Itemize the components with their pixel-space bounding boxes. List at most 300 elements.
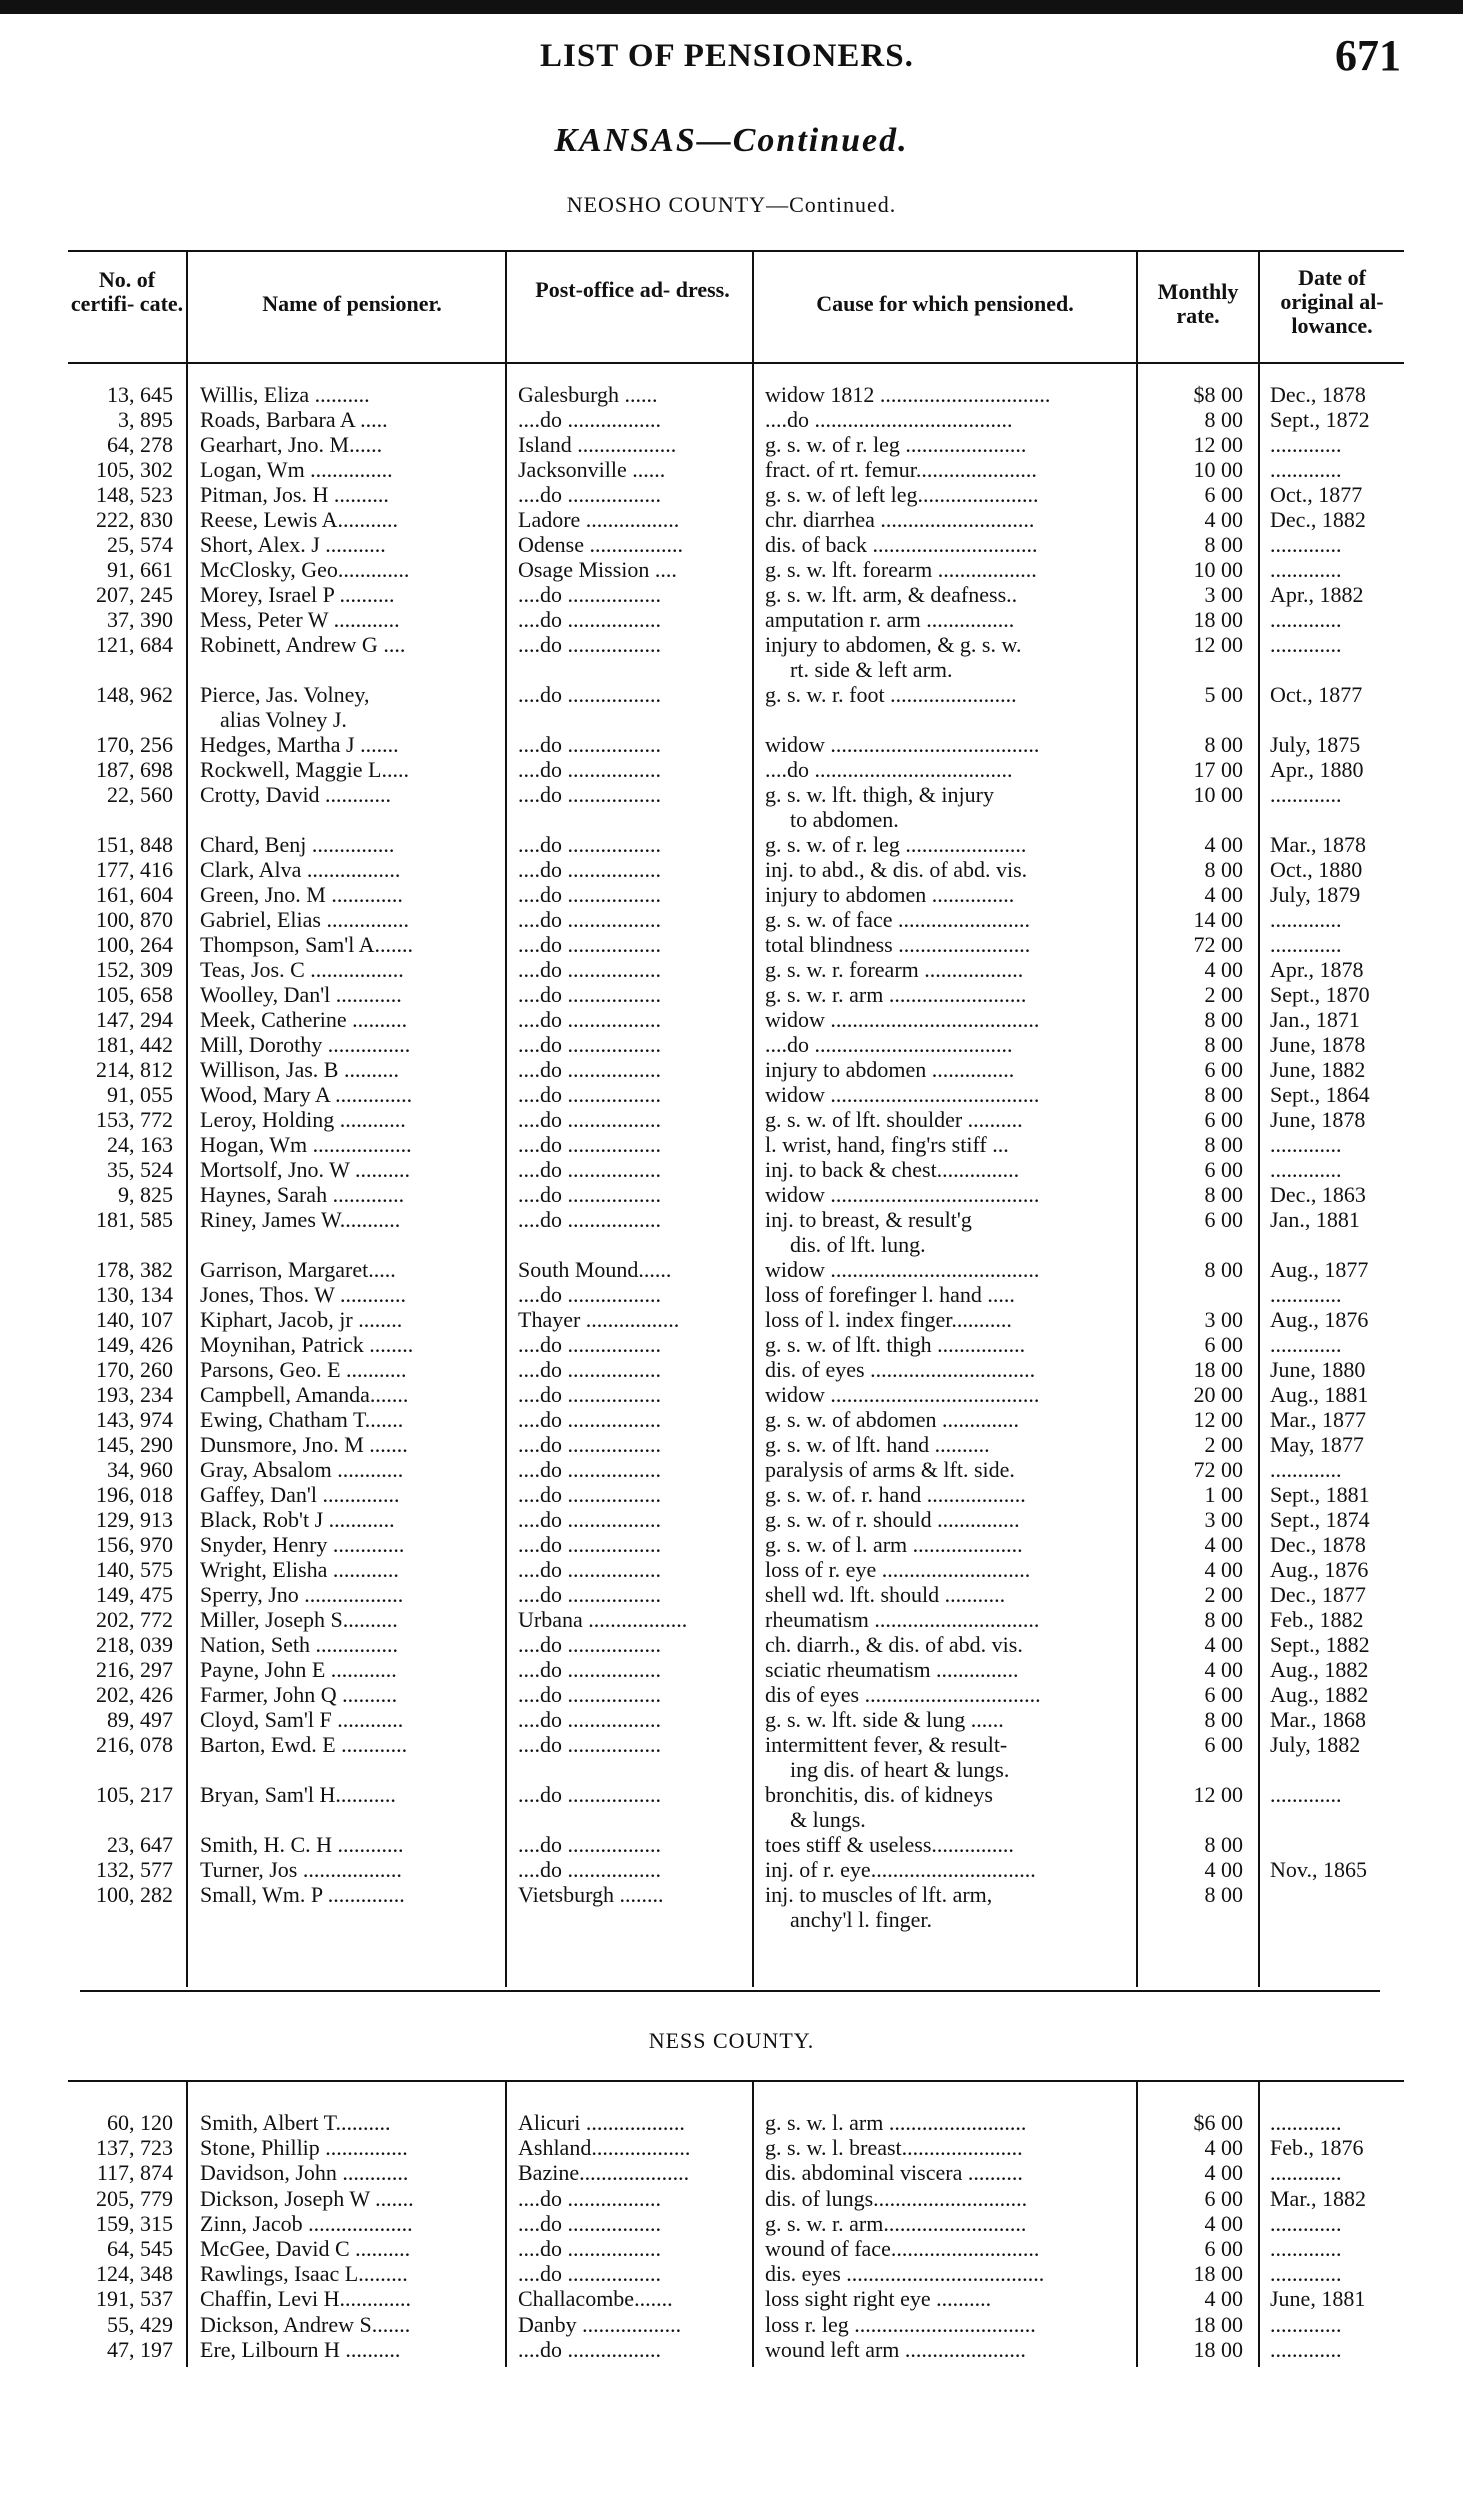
cert-cell: 222, 830 xyxy=(96,507,173,532)
address-cell: ....do ................. xyxy=(518,2236,661,2261)
name-cell: Gray, Absalom ............ xyxy=(200,1457,404,1482)
cause-cell: g. s. w. r. foot ....................... xyxy=(765,682,1017,707)
date-cell: ............. xyxy=(1270,2311,1342,2337)
cert-cell: 143, 974 xyxy=(96,1407,173,1432)
rate-cell: 18 00 xyxy=(1193,2261,1243,2287)
cause-cell: bronchitis, dis. of kidneys xyxy=(765,1782,993,1807)
rate-cell: 4 00 xyxy=(1204,1657,1243,1682)
address-cell: Challacombe....... xyxy=(518,2286,673,2312)
rate-cell: 8 00 xyxy=(1204,1182,1243,1207)
cert-cell: 24, 163 xyxy=(107,1132,173,1157)
cert-cell: 37, 390 xyxy=(107,607,173,632)
cert-cell: 3, 895 xyxy=(118,407,173,432)
cert-cell: 170, 256 xyxy=(96,732,173,757)
date-cell: ............. xyxy=(1270,1782,1342,1807)
date-cell: Dec., 1878 xyxy=(1270,382,1366,407)
address-cell: ....do ................. xyxy=(518,1457,661,1482)
cert-cell: 100, 282 xyxy=(96,1882,173,1907)
cause-cell: loss of forefinger l. hand ..... xyxy=(765,1282,1015,1307)
address-cell: ....do ................. xyxy=(518,2210,661,2236)
cause-cell: g. s. w. lft. side & lung ...... xyxy=(765,1707,1004,1732)
rate-cell: 6 00 xyxy=(1204,482,1243,507)
col-header-date: Date of original al- lowance. xyxy=(1280,265,1384,338)
cause-cell-continued: anchy'l l. finger. xyxy=(790,1907,933,1932)
date-cell: Oct., 1877 xyxy=(1270,482,1363,507)
cert-cell: 100, 870 xyxy=(96,907,173,932)
cert-cell: 161, 604 xyxy=(96,882,173,907)
address-cell: Alicuri .................. xyxy=(518,2110,685,2135)
col-divider xyxy=(186,252,188,1987)
address-cell: ....do ................. xyxy=(518,782,661,807)
rate-cell: 4 00 xyxy=(1204,1557,1243,1582)
section1-title: NEOSHO COUNTY—Continued. xyxy=(566,192,897,217)
rate-cell: 4 00 xyxy=(1204,2160,1243,2186)
address-cell: Thayer ................. xyxy=(518,1307,680,1332)
section-divider xyxy=(80,1990,1380,1992)
cert-cell: 178, 382 xyxy=(96,1257,173,1282)
date-cell: Aug., 1881 xyxy=(1270,1382,1369,1407)
cause-cell: inj. to breast, & result'g xyxy=(765,1207,972,1232)
cause-cell: inj. to back & chest............... xyxy=(765,1157,1020,1182)
cause-cell: chr. diarrhea ............................ xyxy=(765,507,1035,532)
cause-cell: l. wrist, hand, fing'rs stiff ... xyxy=(765,1132,1009,1157)
rate-cell: 8 00 xyxy=(1204,1032,1243,1057)
date-cell: Sept., 1881 xyxy=(1270,1482,1370,1507)
address-cell: ....do ................. xyxy=(518,1432,661,1457)
rate-cell: 18 00 xyxy=(1193,2311,1243,2337)
address-cell: Island .................. xyxy=(518,432,677,457)
address-cell: ....do ................. xyxy=(518,732,661,757)
cause-cell: g. s. w. of r. should ............... xyxy=(765,1507,1020,1532)
address-cell: Urbana .................. xyxy=(518,1607,688,1632)
name-cell: Logan, Wm ............... xyxy=(200,457,393,482)
rate-cell: 8 00 xyxy=(1204,1132,1243,1157)
cert-cell: 23, 647 xyxy=(107,1832,173,1857)
cert-cell: 202, 772 xyxy=(96,1607,173,1632)
date-cell: Apr., 1878 xyxy=(1270,957,1364,982)
name-cell: Turner, Jos .................. xyxy=(200,1857,402,1882)
date-cell: ............. xyxy=(1270,1332,1342,1357)
date-cell: Dec., 1877 xyxy=(1270,1582,1366,1607)
cause-cell: paralysis of arms & lft. side. xyxy=(765,1457,1015,1482)
cert-cell: 105, 217 xyxy=(96,1782,173,1807)
date-cell: June, 1880 xyxy=(1270,1357,1366,1382)
state-title: KANSAS—Continued. xyxy=(554,122,909,159)
rate-cell: 4 00 xyxy=(1204,2286,1243,2312)
name-cell: Morey, Israel P .......... xyxy=(200,582,395,607)
cause-cell: g. s. w. of face ........................ xyxy=(765,907,1030,932)
cert-cell: 152, 309 xyxy=(96,957,173,982)
cause-cell: injury to abdomen, & g. s. w. xyxy=(765,632,1022,657)
address-cell: ....do ................. xyxy=(518,832,661,857)
cause-cell: dis. abdominal viscera .......... xyxy=(765,2160,1023,2186)
address-cell: ....do ................. xyxy=(518,1482,661,1507)
name-cell: Small, Wm. P .............. xyxy=(200,1882,405,1907)
address-cell: ....do ................. xyxy=(518,407,661,432)
top-rule xyxy=(0,0,1463,14)
rate-cell: 12 00 xyxy=(1193,432,1243,457)
col-header-rate: Monthly rate. xyxy=(1157,279,1239,328)
date-cell: Mar., 1878 xyxy=(1270,832,1366,857)
name-cell: Pierce, Jas. Volney, xyxy=(200,682,370,707)
rate-cell: 4 00 xyxy=(1204,2210,1243,2236)
header-bottom-rule xyxy=(68,362,1404,364)
address-cell: Ladore ................. xyxy=(518,507,680,532)
cause-cell: loss sight right eye .......... xyxy=(765,2286,992,2312)
name-cell: Hedges, Martha J ....... xyxy=(200,732,399,757)
name-cell: Reese, Lewis A........... xyxy=(200,507,398,532)
date-cell: Sept., 1872 xyxy=(1270,407,1370,432)
address-cell: ....do ................. xyxy=(518,1532,661,1557)
address-cell: ....do ................. xyxy=(518,1157,661,1182)
cert-cell: 105, 302 xyxy=(96,457,173,482)
date-cell: Sept., 1864 xyxy=(1270,1082,1370,1107)
rate-cell: 17 00 xyxy=(1193,757,1243,782)
address-cell: ....do ................. xyxy=(518,1707,661,1732)
name-cell: Ewing, Chatham T....... xyxy=(200,1407,404,1432)
name-cell: Mess, Peter W ............ xyxy=(200,607,400,632)
date-cell: Mar., 1877 xyxy=(1270,1407,1366,1432)
address-cell: ....do ................. xyxy=(518,907,661,932)
name-cell: Mill, Dorothy ............... xyxy=(200,1032,411,1057)
cause-cell: injury to abdomen ............... xyxy=(765,882,1015,907)
rate-cell: 6 00 xyxy=(1204,1682,1243,1707)
name-cell: Riney, James W........... xyxy=(200,1207,401,1232)
rate-cell: 18 00 xyxy=(1193,2336,1243,2362)
date-cell: ............. xyxy=(1270,532,1342,557)
cause-cell: g. s. w. lft. arm, & deafness.. xyxy=(765,582,1018,607)
cause-cell: g. s. w. lft. forearm .................. xyxy=(765,557,1037,582)
address-cell: ....do ................. xyxy=(518,1357,661,1382)
rate-cell: 8 00 xyxy=(1204,1882,1243,1907)
rate-cell: 2 00 xyxy=(1204,1582,1243,1607)
address-cell: ....do ................. xyxy=(518,1657,661,1682)
rate-cell: 3 00 xyxy=(1204,1507,1243,1532)
cause-cell: inj. of r. eye.............................. xyxy=(765,1857,1036,1882)
date-cell: ............. xyxy=(1270,457,1342,482)
date-cell: ............. xyxy=(1270,557,1342,582)
date-cell: June, 1881 xyxy=(1270,2286,1366,2312)
name-cell: Jones, Thos. W ............ xyxy=(200,1282,406,1307)
date-cell: May, 1877 xyxy=(1270,1432,1364,1457)
rate-cell: 8 00 xyxy=(1204,1832,1243,1857)
cert-cell: 117, 874 xyxy=(96,2160,173,2186)
cause-cell: wound left arm ...................... xyxy=(765,2336,1026,2362)
date-cell: ............. xyxy=(1270,2110,1342,2135)
name-cell: Barton, Ewd. E ............ xyxy=(200,1732,408,1757)
address-cell: ....do ................. xyxy=(518,682,661,707)
address-cell: Ashland.................. xyxy=(518,2135,691,2161)
date-cell: Jan., 1871 xyxy=(1270,1007,1360,1032)
address-cell: ....do ................. xyxy=(518,1207,661,1232)
date-cell: Dec., 1863 xyxy=(1270,1182,1366,1207)
date-cell: Sept., 1870 xyxy=(1270,982,1370,1007)
rate-cell: 2 00 xyxy=(1204,1432,1243,1457)
cause-cell: ....do .................................... xyxy=(765,407,1013,432)
rate-cell: $8 00 xyxy=(1193,382,1243,407)
date-cell: ............. xyxy=(1270,1157,1342,1182)
address-cell: ....do ................. xyxy=(518,857,661,882)
rate-cell: 14 00 xyxy=(1193,907,1243,932)
name-cell: Smith, Albert T.......... xyxy=(200,2110,391,2135)
cert-cell: 151, 848 xyxy=(96,832,173,857)
cause-cell: g. s. w. l. breast...................... xyxy=(765,2135,1023,2161)
col-header-addr: Post-office ad- dress. xyxy=(535,277,730,302)
address-cell: ....do ................. xyxy=(518,1057,661,1082)
name-cell: Woolley, Dan'l ............ xyxy=(200,982,402,1007)
cause-cell: dis. of eyes .............................. xyxy=(765,1357,1036,1382)
address-cell: ....do ................. xyxy=(518,482,661,507)
address-cell: Galesburgh ...... xyxy=(518,382,658,407)
name-cell: Bryan, Sam'l H........... xyxy=(200,1782,396,1807)
name-cell-continued: alias Volney J. xyxy=(220,707,347,732)
rate-cell: 4 00 xyxy=(1204,882,1243,907)
cert-cell: 25, 574 xyxy=(107,532,173,557)
rate-cell: 4 00 xyxy=(1204,957,1243,982)
cause-cell: ....do .................................... xyxy=(765,757,1013,782)
name-cell: Thompson, Sam'l A....... xyxy=(200,932,413,957)
cert-cell: 216, 297 xyxy=(96,1657,173,1682)
rate-cell: 6 00 xyxy=(1204,1057,1243,1082)
address-cell: ....do ................. xyxy=(518,1582,661,1607)
address-cell: ....do ................. xyxy=(518,2185,661,2211)
cert-cell: 121, 684 xyxy=(96,632,173,657)
cert-cell: 196, 018 xyxy=(96,1482,173,1507)
name-cell: Roads, Barbara A ..... xyxy=(200,407,388,432)
rate-cell: 8 00 xyxy=(1204,1607,1243,1632)
cert-cell: 137, 723 xyxy=(96,2135,173,2161)
date-cell: Mar., 1882 xyxy=(1270,2185,1366,2211)
cert-cell: 214, 812 xyxy=(96,1057,173,1082)
rate-cell: 10 00 xyxy=(1193,557,1243,582)
cause-cell: ....do .................................... xyxy=(765,1032,1013,1057)
date-cell: Feb., 1876 xyxy=(1270,2135,1364,2161)
cert-cell: 91, 661 xyxy=(107,557,173,582)
date-cell: July, 1882 xyxy=(1270,1732,1361,1757)
name-cell: Campbell, Amanda....... xyxy=(200,1382,409,1407)
cause-cell: intermittent fever, & result- xyxy=(765,1732,1008,1757)
rate-cell: 6 00 xyxy=(1204,2236,1243,2261)
cause-cell: rheumatism .............................. xyxy=(765,1607,1040,1632)
col-divider xyxy=(1258,2082,1260,2367)
cert-cell: 181, 585 xyxy=(96,1207,173,1232)
address-cell: Bazine.................... xyxy=(518,2160,690,2186)
rate-cell: 6 00 xyxy=(1204,1332,1243,1357)
address-cell: ....do ................. xyxy=(518,1732,661,1757)
cause-cell: widow ...................................... xyxy=(765,1257,1040,1282)
cause-cell: g. s. w. of lft. hand .......... xyxy=(765,1432,990,1457)
cause-cell: g. s. w. lft. thigh, & injury xyxy=(765,782,994,807)
cause-cell: widow 1812 ............................... xyxy=(765,382,1051,407)
page-number: 671 xyxy=(1335,31,1401,80)
rate-cell: 4 00 xyxy=(1204,1632,1243,1657)
rate-cell: 10 00 xyxy=(1193,457,1243,482)
date-cell: Oct., 1877 xyxy=(1270,682,1363,707)
col-header-cert: No. of certifi- cate. xyxy=(70,267,184,316)
col-divider xyxy=(752,252,754,1987)
rate-cell: 4 00 xyxy=(1204,507,1243,532)
rate-cell: 8 00 xyxy=(1204,732,1243,757)
date-cell: Feb., 1882 xyxy=(1270,1607,1364,1632)
name-cell: Gearhart, Jno. M...... xyxy=(200,432,383,457)
section2-title: NESS COUNTY. xyxy=(648,2028,815,2053)
name-cell: Ere, Lilbourn H .......... xyxy=(200,2336,401,2362)
cert-cell: 202, 426 xyxy=(96,1682,173,1707)
cert-cell: 132, 577 xyxy=(96,1857,173,1882)
cause-cell: widow ...................................... xyxy=(765,732,1040,757)
cert-cell: 22, 560 xyxy=(107,782,173,807)
cause-cell: g. s. w. of abdomen .............. xyxy=(765,1407,1019,1432)
page-title: LIST OF PENSIONERS. xyxy=(540,38,914,74)
date-cell: Dec., 1878 xyxy=(1270,1532,1366,1557)
name-cell: Wright, Elisha ............ xyxy=(200,1557,399,1582)
cause-cell: amputation r. arm ................ xyxy=(765,607,1015,632)
name-cell: Snyder, Henry ............. xyxy=(200,1532,405,1557)
date-cell: June, 1882 xyxy=(1270,1057,1366,1082)
rate-cell: 12 00 xyxy=(1193,632,1243,657)
rate-cell: 8 00 xyxy=(1204,532,1243,557)
date-cell: ............. xyxy=(1270,607,1342,632)
date-cell: Apr., 1880 xyxy=(1270,757,1364,782)
address-cell: ....do ................. xyxy=(518,1007,661,1032)
name-cell: Smith, H. C. H ............ xyxy=(200,1832,404,1857)
cause-cell: shell wd. lft. should ........... xyxy=(765,1582,1006,1607)
address-cell: ....do ................. xyxy=(518,1507,661,1532)
col-header-cause: Cause for which pensioned. xyxy=(816,291,1074,316)
date-cell: Sept., 1874 xyxy=(1270,1507,1370,1532)
address-cell: ....do ................. xyxy=(518,982,661,1007)
cause-cell: ch. diarrh., & dis. of abd. vis. xyxy=(765,1632,1023,1657)
cause-cell: dis. eyes .................................... xyxy=(765,2261,1045,2287)
cert-cell: 153, 772 xyxy=(96,1107,173,1132)
rate-cell: 18 00 xyxy=(1193,607,1243,632)
col-divider xyxy=(505,2082,507,2367)
cert-cell: 35, 524 xyxy=(107,1157,173,1182)
cause-cell: total blindness ........................ xyxy=(765,932,1031,957)
rate-cell: 6 00 xyxy=(1204,1732,1243,1757)
cause-cell: sciatic rheumatism ............... xyxy=(765,1657,1019,1682)
address-cell: ....do ................. xyxy=(518,1832,661,1857)
cert-cell: 170, 260 xyxy=(96,1357,173,1382)
col-header-name: Name of pensioner. xyxy=(262,291,442,316)
cert-cell: 149, 475 xyxy=(96,1582,173,1607)
cert-cell: 89, 497 xyxy=(107,1707,173,1732)
cert-cell: 159, 315 xyxy=(96,2210,173,2236)
date-cell: June, 1878 xyxy=(1270,1032,1366,1057)
name-cell: Sperry, Jno .................. xyxy=(200,1582,404,1607)
cause-cell: injury to abdomen ............... xyxy=(765,1057,1015,1082)
rate-cell: 3 00 xyxy=(1204,1307,1243,1332)
name-cell: Dickson, Joseph W ....... xyxy=(200,2185,414,2211)
col-divider xyxy=(505,252,507,1987)
col-divider xyxy=(1258,252,1260,1987)
cert-cell: 129, 913 xyxy=(96,1507,173,1532)
cause-cell: g. s. w. of. r. hand .................. xyxy=(765,1482,1026,1507)
cert-cell: 149, 426 xyxy=(96,1332,173,1357)
cert-cell: 100, 264 xyxy=(96,932,173,957)
cert-cell: 55, 429 xyxy=(107,2311,173,2337)
cause-cell: g. s. w. l. arm ......................... xyxy=(765,2110,1027,2135)
date-cell: ............. xyxy=(1270,907,1342,932)
cause-cell: fract. of rt. femur...................... xyxy=(765,457,1037,482)
name-cell: Moynihan, Patrick ........ xyxy=(200,1332,414,1357)
date-cell: Aug., 1876 xyxy=(1270,1557,1369,1582)
cause-cell-continued: ing dis. of heart & lungs. xyxy=(790,1757,1010,1782)
name-cell: Crotty, David ............ xyxy=(200,782,392,807)
col-divider xyxy=(752,2082,754,2367)
address-cell: ....do ................. xyxy=(518,757,661,782)
cause-cell: widow ...................................... xyxy=(765,1007,1040,1032)
address-cell: ....do ................. xyxy=(518,632,661,657)
address-cell: Danby .................. xyxy=(518,2311,682,2337)
address-cell: ....do ................. xyxy=(518,1132,661,1157)
name-cell: Robinett, Andrew G .... xyxy=(200,632,406,657)
address-cell: ....do ................. xyxy=(518,1182,661,1207)
name-cell: Wood, Mary A .............. xyxy=(200,1082,413,1107)
address-cell: ....do ................. xyxy=(518,2336,661,2362)
cert-cell: 13, 645 xyxy=(107,382,173,407)
cert-cell: 105, 658 xyxy=(96,982,173,1007)
rate-cell: 8 00 xyxy=(1204,857,1243,882)
date-cell: Aug., 1876 xyxy=(1270,1307,1369,1332)
rate-cell: 3 00 xyxy=(1204,582,1243,607)
rate-cell: 6 00 xyxy=(1204,1107,1243,1132)
address-cell: ....do ................. xyxy=(518,1332,661,1357)
cert-cell: 181, 442 xyxy=(96,1032,173,1057)
rate-cell: 72 00 xyxy=(1193,932,1243,957)
cause-cell: dis of eyes ................................ xyxy=(765,1682,1041,1707)
name-cell: Payne, John E ............ xyxy=(200,1657,397,1682)
cert-cell: 130, 134 xyxy=(96,1282,173,1307)
cert-cell: 64, 545 xyxy=(107,2236,173,2261)
cause-cell: g. s. w. of r. leg ...................... xyxy=(765,432,1027,457)
rate-cell: 4 00 xyxy=(1204,1532,1243,1557)
address-cell: ....do ................. xyxy=(518,1082,661,1107)
date-cell: ............. xyxy=(1270,1132,1342,1157)
address-cell: Vietsburgh ........ xyxy=(518,1882,664,1907)
address-cell: ....do ................. xyxy=(518,1032,661,1057)
cause-cell: g. s. w. of r. leg ...................... xyxy=(765,832,1027,857)
rate-cell: 8 00 xyxy=(1204,407,1243,432)
date-cell: Aug., 1877 xyxy=(1270,1257,1369,1282)
name-cell: Rawlings, Isaac L......... xyxy=(200,2261,408,2287)
address-cell: ....do ................. xyxy=(518,1632,661,1657)
cert-cell: 205, 779 xyxy=(96,2185,173,2211)
col-divider xyxy=(1136,252,1138,1987)
name-cell: Haynes, Sarah ............. xyxy=(200,1182,405,1207)
name-cell: Dickson, Andrew S....... xyxy=(200,2311,411,2337)
address-cell: ....do ................. xyxy=(518,1282,661,1307)
name-cell: Black, Rob't J ............ xyxy=(200,1507,395,1532)
name-cell: Miller, Joseph S.......... xyxy=(200,1607,398,1632)
name-cell: Zinn, Jacob ................... xyxy=(200,2210,413,2236)
cert-cell: 177, 416 xyxy=(96,857,173,882)
date-cell: ............. xyxy=(1270,1282,1342,1307)
name-cell: Willison, Jas. B .......... xyxy=(200,1057,399,1082)
date-cell: ............. xyxy=(1270,1457,1342,1482)
cause-cell: inj. to muscles of lft. arm, xyxy=(765,1882,993,1907)
rate-cell: $6 00 xyxy=(1193,2110,1243,2135)
cause-cell: dis. of lungs............................ xyxy=(765,2185,1028,2211)
rate-cell: 2 00 xyxy=(1204,982,1243,1007)
cert-cell: 9, 825 xyxy=(118,1182,173,1207)
address-cell: ....do ................. xyxy=(518,1557,661,1582)
address-cell: ....do ................. xyxy=(518,957,661,982)
name-cell: Green, Jno. M ............. xyxy=(200,882,403,907)
cert-cell: 91, 055 xyxy=(107,1082,173,1107)
date-cell: ............. xyxy=(1270,2160,1342,2186)
rate-cell: 1 00 xyxy=(1204,1482,1243,1507)
